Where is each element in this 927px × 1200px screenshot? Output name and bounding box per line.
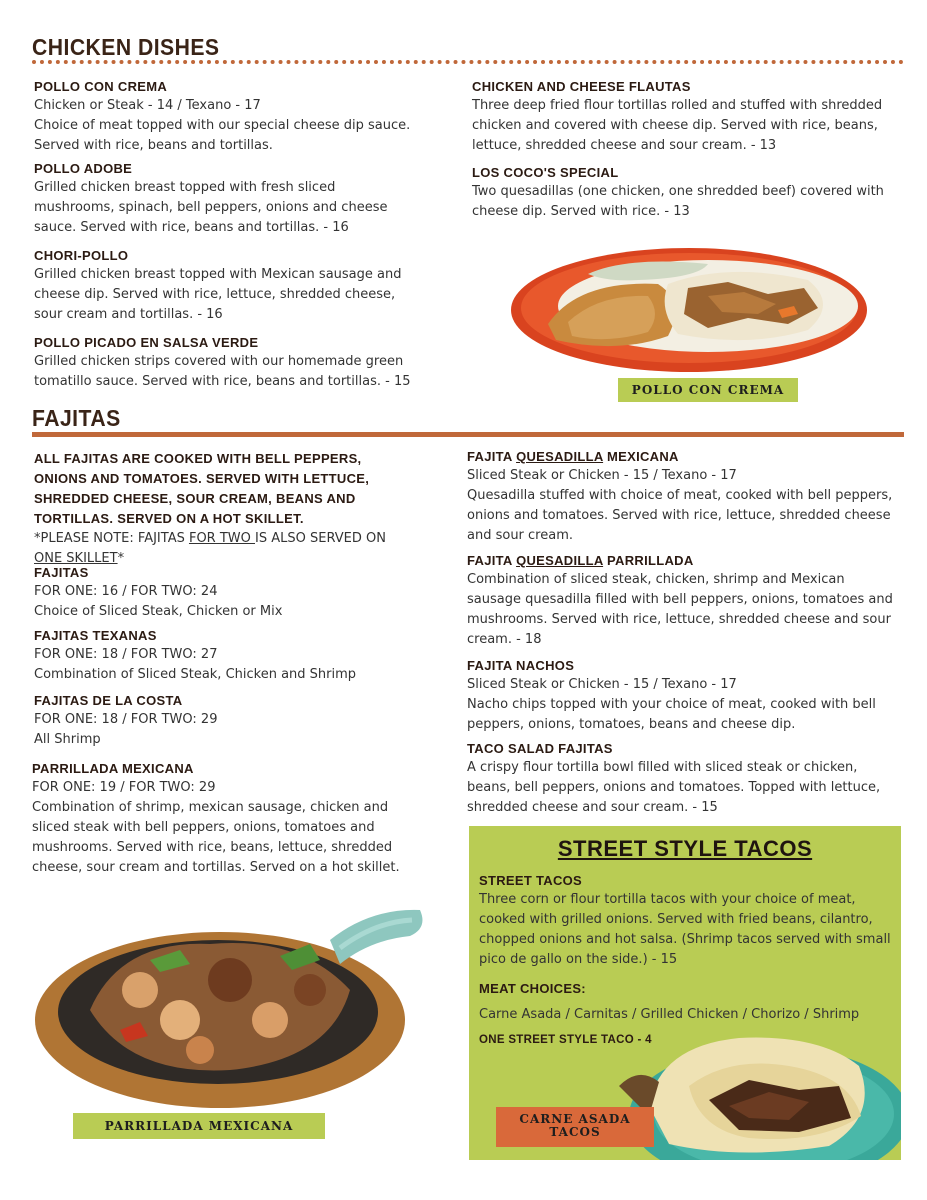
- item-name: CHORI-POLLO: [34, 248, 129, 263]
- menu-item-parrillada-mexicana: [32, 761, 400, 878]
- menu-item-fajita-quesadilla-parrillada: [467, 553, 897, 650]
- item-description: All Shrimp: [34, 732, 101, 747]
- item-name: LOS COCO'S SPECIAL: [472, 165, 619, 180]
- item-description: Three deep fried flour tortillas rolled and stuffed with shredded chicken and covered with cheese dip. Served with rice, beans, lettuce, shredded cheese and sour cream. - 13: [472, 98, 883, 153]
- fajitas-note-caps: ALL FAJITAS ARE COOKED WITH BELL PEPPERS, ONIONS AND TOMATOES. SERVED WITH LETTUCE, SHREDDED CHEESE, SOUR CREAM, BEANS AND TORTILLAS. SERVED ON A HOT SKILLET.: [34, 451, 370, 526]
- photo-label-parrillada-mexicana: PARRILLADA MEXICANA: [73, 1113, 325, 1139]
- parrillada-mexicana-photo: [30, 900, 430, 1110]
- item-name: POLLO CON CREMA: [34, 79, 168, 94]
- item-description: Combination of shrimp, mexican sausage, chicken and sliced steak with bell peppers, onions, tomatoes and mushrooms. Served with rice, beans, lettuce, shredded cheese, sour cream and tortillas. Served on a hot skillet.: [32, 800, 400, 875]
- item-description: Choice of meat topped with our special cheese dip sauce. Served with rice, beans and tortillas.: [34, 118, 411, 153]
- item-description: Grilled chicken breast topped with fresh sliced mushrooms, spinach, bell peppers, onions and cheese sauce. Served with rice, beans and tortillas. - 16: [34, 180, 388, 235]
- item-name: FAJITAS: [34, 565, 89, 580]
- item-description: Combination of Sliced Steak, Chicken and Shrimp: [34, 667, 357, 682]
- item-name: POLLO ADOBE: [34, 161, 133, 176]
- item-name-part: MEXICANA: [603, 449, 679, 464]
- note-text: IS ALSO SERVED ON: [255, 531, 386, 546]
- item-description: Nacho chips topped with your choice of meat, cooked with bell peppers, onions, tomatoes, beans and cheese dip.: [467, 697, 876, 732]
- item-name: TACO SALAD FAJITAS: [467, 741, 613, 756]
- item-description: Combination of sliced steak, chicken, shrimp and Mexican sausage quesadilla filled with bell peppers, onions, tomatoes and mushrooms. Served with rice, lettuce, shredded cheese and sour cream. - 18: [467, 572, 893, 647]
- item-price: Sliced Steak or Chicken - 15 / Texano - 17: [467, 468, 737, 483]
- menu-item-pollo-con-crema: [34, 79, 434, 156]
- item-name: FAJITA NACHOS: [467, 658, 575, 673]
- item-name-underlined: QUESADILLA: [516, 449, 604, 464]
- item-description: A crispy flour tortilla bowl filled with sliced steak or chicken, beans, bell peppers, onions and tomatoes. Topped with lettuce, shredded cheese and sour cream. - 15: [467, 760, 881, 815]
- chicken-section-title: CHICKEN DISHES: [32, 34, 220, 60]
- item-name-part: FAJITA: [467, 553, 517, 568]
- item-description: Two quesadillas (one chicken, one shredded beef) covered with cheese dip. Served with rice. - 13: [472, 184, 884, 219]
- item-name: [467, 553, 897, 568]
- item-price: FOR ONE: 16 / FOR TWO: 24: [34, 584, 218, 599]
- fajitas-note-skillet: [34, 529, 414, 569]
- single-taco-price: ONE STREET STYLE TACO - 4: [479, 1034, 652, 1046]
- note-underlined: FOR TWO: [188, 531, 256, 546]
- item-name-part: FAJITA: [467, 449, 517, 464]
- photo-label-line-2: TACOS: [549, 1125, 601, 1139]
- item-description: Grilled chicken strips covered with our homemade green tomatillo sauce. Served with rice, beans and tortillas. - 15: [34, 354, 411, 389]
- menu-item-street-tacos: [479, 873, 893, 970]
- item-name: [467, 449, 897, 464]
- menu-item-fajita-nachos: [467, 658, 897, 735]
- item-price: Sliced Steak or Chicken - 15 / Texano - 17: [467, 677, 737, 692]
- item-price: FOR ONE: 18 / FOR TWO: 29: [34, 712, 218, 727]
- menu-item-chori-pollo: [34, 248, 404, 325]
- note-text: *: [117, 551, 125, 566]
- item-name-underlined: QUESADILLA: [516, 553, 604, 568]
- item-name-part: PARRILLADA: [603, 553, 694, 568]
- meat-choices-heading: MEAT CHOICES:: [479, 981, 586, 996]
- item-description: Choice of Sliced Steak, Chicken or Mix: [34, 604, 283, 619]
- menu-item-los-cocos-special: [472, 165, 892, 222]
- menu-item-pollo-adobe: [34, 161, 404, 238]
- menu-item-fajitas-texanas: [34, 628, 414, 685]
- menu-item-fajitas-de-la-costa: [34, 693, 414, 750]
- pollo-con-crema-photo: [508, 244, 870, 384]
- item-price: FOR ONE: 19 / FOR TWO: 29: [32, 780, 216, 795]
- chicken-dotted-divider: [32, 60, 904, 64]
- meat-choices-list: Carne Asada / Carnitas / Grilled Chicken / Chorizo / Shrimp: [479, 1007, 860, 1022]
- photo-label-line-1: CARNE ASADA: [519, 1112, 631, 1126]
- item-description: Three corn or flour tortilla tacos with your choice of meat, cooked with grilled onions. Served with fried beans, cilantro, chopped onions and hot salsa. (Shrimp tacos served with small pico de gallo on the side.) - 15: [479, 892, 891, 967]
- item-name: FAJITAS TEXANAS: [34, 628, 157, 643]
- fajitas-section-title: FAJITAS: [32, 405, 121, 431]
- item-name: CHICKEN AND CHEESE FLAUTAS: [472, 79, 691, 94]
- menu-item-taco-salad-fajitas: [467, 741, 897, 818]
- item-price: Chicken or Steak - 14 / Texano - 17: [34, 98, 261, 113]
- fajitas-divider: [32, 432, 904, 437]
- item-name: FAJITAS DE LA COSTA: [34, 693, 183, 708]
- note-underlined: ONE SKILLET: [34, 551, 118, 566]
- photo-label-pollo-con-crema: POLLO CON CREMA: [618, 378, 798, 402]
- note-text: *PLEASE NOTE: FAJITAS: [34, 531, 189, 546]
- photo-label-carne-asada-tacos: [496, 1107, 654, 1147]
- fajitas-note: [34, 449, 414, 569]
- menu-item-fajitas: [34, 565, 414, 622]
- street-tacos-title: STREET STYLE TACOS: [557, 836, 813, 861]
- item-price: FOR ONE: 18 / FOR TWO: 27: [34, 647, 218, 662]
- menu-item-flautas: [472, 79, 892, 156]
- item-name: PARRILLADA MEXICANA: [32, 761, 194, 776]
- item-description: Grilled chicken breast topped with Mexican sausage and cheese dip. Served with rice, lettuce, shredded cheese, sour cream and tortillas. - 16: [34, 267, 402, 322]
- item-description: Quesadilla stuffed with choice of meat, cooked with bell peppers, onions and tomatoes. Served with rice, lettuce, shredded cheese and sour cream.: [467, 488, 893, 543]
- menu-item-pollo-picado: [34, 335, 414, 392]
- item-name: POLLO PICADO EN SALSA VERDE: [34, 335, 259, 350]
- menu-item-fajita-quesadilla-mexicana: [467, 449, 897, 546]
- item-name: STREET TACOS: [479, 873, 583, 888]
